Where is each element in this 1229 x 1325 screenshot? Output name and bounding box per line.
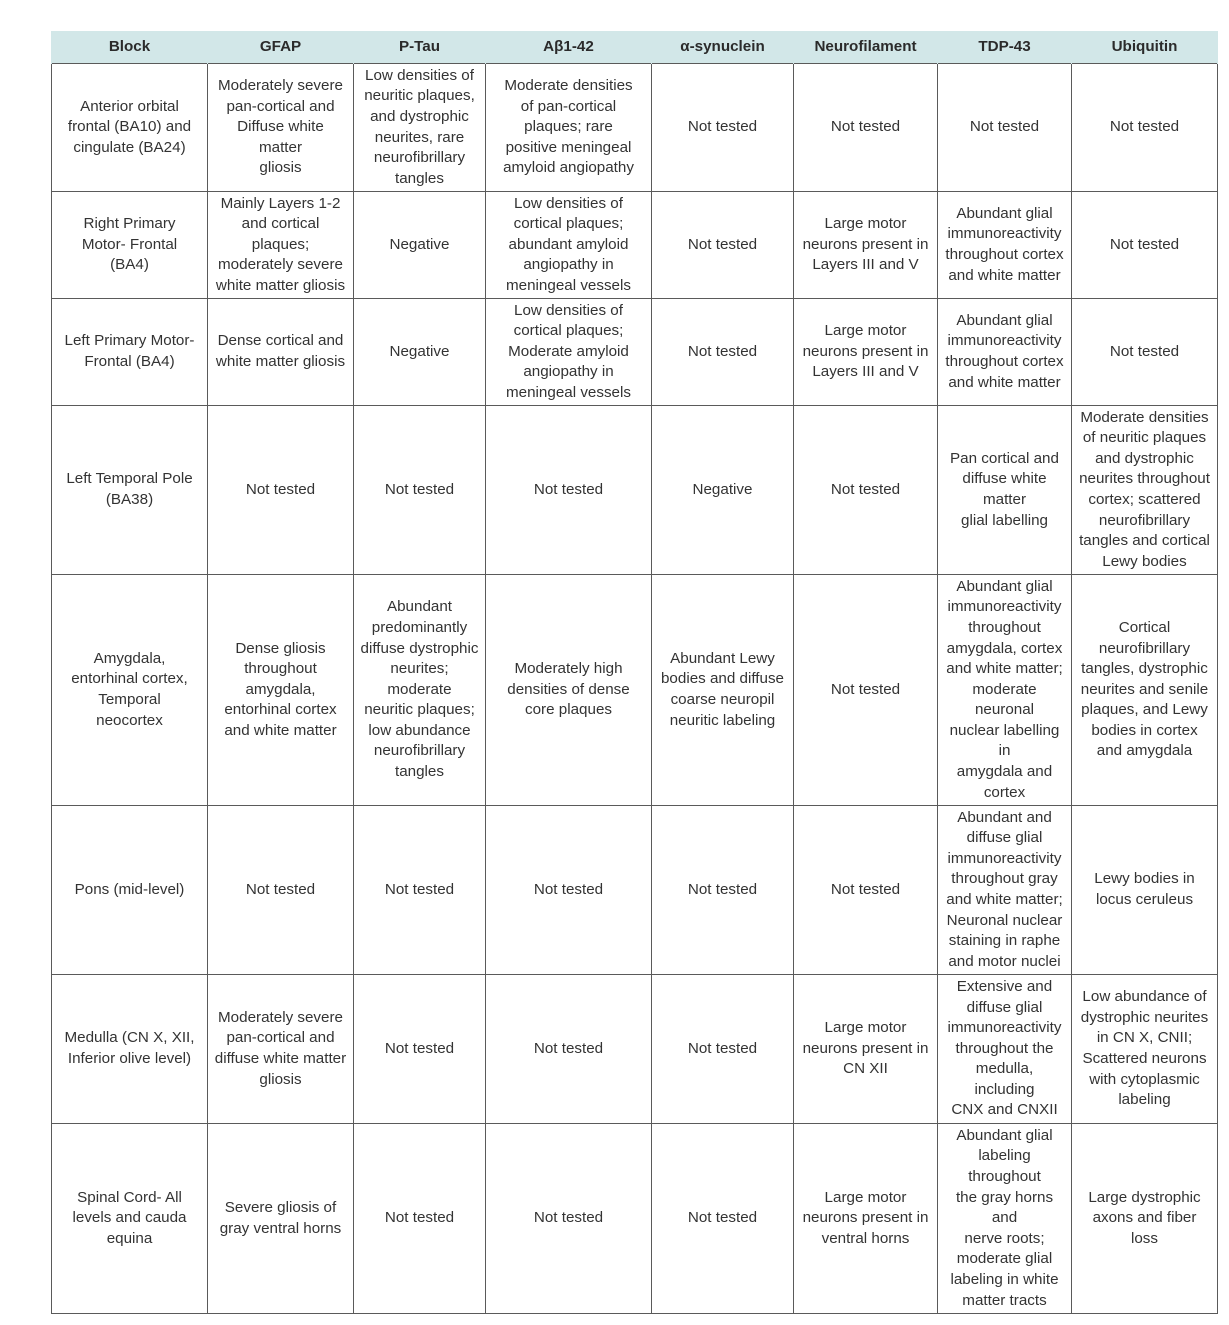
- table-cell: Abundant predominantly diffuse dystrophic neurites; moderate neuritic plaques; low abundance neurofibrillary tangles: [354, 575, 486, 806]
- table-cell: Abundant glial labeling throughout the gray horns and nerve roots; moderate glial labeling in white matter tracts: [938, 1124, 1072, 1314]
- table-cell: Spinal Cord- All levels and cauda equina: [52, 1124, 208, 1314]
- table-cell: Not tested: [652, 1124, 794, 1314]
- table-cell: Medulla (CN X, XII, Inferior olive level): [52, 975, 208, 1124]
- table-cell: Not tested: [1072, 64, 1218, 192]
- table-cell: Abundant Lewy bodies and diffuse coarse neuropil neuritic labeling: [652, 575, 794, 806]
- table-cell: Dense cortical and white matter gliosis: [208, 299, 354, 406]
- table-cell: Not tested: [652, 806, 794, 975]
- table-cell: Right Primary Motor- Frontal (BA4): [52, 192, 208, 299]
- header-neurofilament: Neurofilament: [794, 31, 938, 64]
- table-cell: Negative: [652, 406, 794, 575]
- table-row: [52, 975, 1218, 1124]
- table-cell: Not tested: [794, 806, 938, 975]
- table-cell: Left Temporal Pole (BA38): [52, 406, 208, 575]
- table-cell: Abundant and diffuse glial immunoreactivity throughout gray and white matter; Neuronal nuclear staining in raphe and motor nuclei: [938, 806, 1072, 975]
- table-cell: Amygdala, entorhinal cortex, Temporal neocortex: [52, 575, 208, 806]
- table-row: [52, 806, 1218, 975]
- table-cell: Not tested: [486, 1124, 652, 1314]
- table-row: [52, 406, 1218, 575]
- table-cell: Negative: [354, 192, 486, 299]
- table-cell: Lewy bodies in locus ceruleus: [1072, 806, 1218, 975]
- table-cell: Mainly Layers 1-2 and cortical plaques; moderately severe white matter gliosis: [208, 192, 354, 299]
- table-cell: Low densities of cortical plaques; Moderate amyloid angiopathy in meningeal vessels: [486, 299, 652, 406]
- table-cell: Moderately severe pan-cortical and Diffuse white matter gliosis: [208, 64, 354, 192]
- header-tdp-43: TDP-43: [938, 31, 1072, 64]
- header-row: [52, 31, 1218, 64]
- findings-table: [51, 31, 1218, 1314]
- table-cell: Pan cortical and diffuse white matter glial labelling: [938, 406, 1072, 575]
- table-cell: Moderate densities of pan-cortical plaques; rare positive meningeal amyloid angiopathy: [486, 64, 652, 192]
- table-cell: Anterior orbital frontal (BA10) and cingulate (BA24): [52, 64, 208, 192]
- table-cell: Not tested: [938, 64, 1072, 192]
- table-cell: Not tested: [1072, 192, 1218, 299]
- table-cell: Not tested: [208, 406, 354, 575]
- table-cell: Not tested: [354, 975, 486, 1124]
- table-cell: Not tested: [354, 406, 486, 575]
- table-cell: Abundant glial immunoreactivity throughout cortex and white matter: [938, 192, 1072, 299]
- table-cell: Pons (mid-level): [52, 806, 208, 975]
- table-row: [52, 575, 1218, 806]
- header-block: Block: [52, 31, 208, 64]
- table-cell: Severe gliosis of gray ventral horns: [208, 1124, 354, 1314]
- table-cell: Dense gliosis throughout amygdala, entorhinal cortex and white matter: [208, 575, 354, 806]
- table-row: [52, 299, 1218, 406]
- table-cell: Large dystrophic axons and fiber loss: [1072, 1124, 1218, 1314]
- header-alpha-synuclein: α-synuclein: [652, 31, 794, 64]
- table-cell: Large motor neurons present in CN XII: [794, 975, 938, 1124]
- table-cell: Abundant glial immunoreactivity throughout cortex and white matter: [938, 299, 1072, 406]
- table-row: [52, 64, 1218, 192]
- table-cell: Not tested: [652, 64, 794, 192]
- table-cell: Not tested: [486, 406, 652, 575]
- table-cell: Extensive and diffuse glial immunoreactivity throughout the medulla, including CNX and CNXII: [938, 975, 1072, 1124]
- table-cell: Not tested: [652, 299, 794, 406]
- table-cell: Not tested: [208, 806, 354, 975]
- header-ubiquitin: Ubiquitin: [1072, 31, 1218, 64]
- table-cell: Low densities of cortical plaques; abundant amyloid angiopathy in meningeal vessels: [486, 192, 652, 299]
- table-cell: Not tested: [486, 975, 652, 1124]
- table-cell: Low abundance of dystrophic neurites in CN X, CNII; Scattered neurons with cytoplasmic labeling: [1072, 975, 1218, 1124]
- table-row: [52, 1124, 1218, 1314]
- table-cell: Large motor neurons present in ventral horns: [794, 1124, 938, 1314]
- table-cell: Moderately high densities of dense core plaques: [486, 575, 652, 806]
- table-cell: Not tested: [354, 806, 486, 975]
- table-cell: Moderately severe pan-cortical and diffuse white matter gliosis: [208, 975, 354, 1124]
- header-abeta: Aβ1-42: [486, 31, 652, 64]
- table-cell: Not tested: [652, 192, 794, 299]
- header-p-tau: P-Tau: [354, 31, 486, 64]
- table-cell: Not tested: [794, 64, 938, 192]
- table-cell: Large motor neurons present in Layers III and V: [794, 192, 938, 299]
- table-cell: Not tested: [354, 1124, 486, 1314]
- table-cell: Not tested: [794, 406, 938, 575]
- table-cell: Negative: [354, 299, 486, 406]
- table-cell: Not tested: [652, 975, 794, 1124]
- table-row: [52, 192, 1218, 299]
- table-cell: Not tested: [486, 806, 652, 975]
- header-gfap: GFAP: [208, 31, 354, 64]
- table-cell: Low densities of neuritic plaques, and dystrophic neurites, rare neurofibrillary tangles: [354, 64, 486, 192]
- table-cell: Moderate densities of neuritic plaques and dystrophic neurites throughout cortex; scattered neurofibrillary tangles and cortical Lewy bodies: [1072, 406, 1218, 575]
- table-cell: Abundant glial immunoreactivity throughout amygdala, cortex and white matter; moderate neuronal nuclear labelling in amygdala and cortex: [938, 575, 1072, 806]
- table-cell: Not tested: [1072, 299, 1218, 406]
- table-cell: Not tested: [794, 575, 938, 806]
- table-cell: Large motor neurons present in Layers III and V: [794, 299, 938, 406]
- table-cell: Left Primary Motor- Frontal (BA4): [52, 299, 208, 406]
- table-cell: Cortical neurofibrillary tangles, dystrophic neurites and senile plaques, and Lewy bodies in cortex and amygdala: [1072, 575, 1218, 806]
